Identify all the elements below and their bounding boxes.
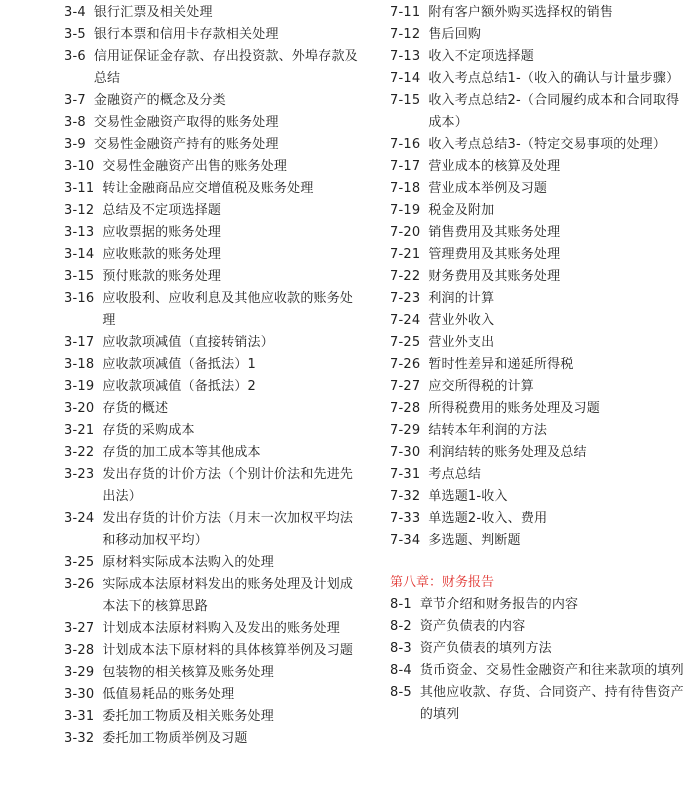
toc-item — [390, 2, 686, 24]
toc-item-title: 收入考点总结3-（特定交易事项的处理） — [428, 137, 667, 152]
toc-item-number: 3-6 — [64, 49, 86, 64]
toc-item-number: 3-32 — [64, 731, 95, 746]
toc-item-number: 3-9 — [64, 137, 86, 152]
toc-item-title: 多选题、判断题 — [428, 533, 521, 548]
toc-item-title: 利润的计算 — [428, 291, 495, 306]
toc-item — [64, 244, 364, 266]
toc-item-title: 银行本票和信用卡存款相关处理 — [93, 27, 279, 42]
toc-item — [390, 24, 686, 46]
toc-item-title: 金融资产的概念及分类 — [93, 93, 226, 108]
toc-item-title: 暂时性差异和递延所得税 — [428, 357, 574, 372]
toc-item-number: 3-5 — [64, 27, 86, 42]
toc-item — [64, 508, 364, 552]
toc-item — [64, 222, 364, 244]
toc-item-number: 3-17 — [64, 335, 95, 350]
toc-item — [390, 46, 686, 68]
toc-item — [390, 310, 686, 332]
toc-item — [390, 178, 686, 200]
toc-item — [390, 222, 686, 244]
toc-item — [390, 638, 686, 660]
toc-item-title: 计划成本法原材料购入及发出的账务处理 — [102, 621, 340, 636]
toc-item-title: 信用证保证金存款、存出投资款、外埠存款及总结 — [93, 49, 358, 86]
chapter7-list — [390, 2, 686, 552]
toc-item-number: 3-31 — [64, 709, 95, 724]
left-column — [64, 0, 364, 750]
toc-item-title: 预付账款的账务处理 — [102, 269, 222, 284]
toc-item-number: 3-15 — [64, 269, 95, 284]
toc-item-number: 8-3 — [390, 641, 412, 656]
toc-item-title: 应收款项减值（备抵法）2 — [102, 379, 256, 394]
chapter8-list — [390, 594, 686, 726]
toc-item-title: 计划成本法下原材料的具体核算举例及习题 — [102, 643, 354, 658]
toc-item-title: 单选题2-收入、费用 — [428, 511, 548, 526]
toc-item — [390, 288, 686, 310]
toc-item-number: 7-11 — [390, 5, 421, 20]
toc-item-number: 3-10 — [64, 159, 95, 174]
toc-item-title: 收入不定项选择题 — [428, 49, 534, 64]
toc-item-title: 所得税费用的账务处理及习题 — [428, 401, 600, 416]
toc-item-number: 7-34 — [390, 533, 421, 548]
toc-item-title: 存货的概述 — [102, 401, 169, 416]
toc-item-title: 考点总结 — [428, 467, 482, 482]
toc-item-number: 7-31 — [390, 467, 421, 482]
toc-item-title: 转让金融商品应交增值税及账务处理 — [102, 181, 314, 196]
toc-item-number: 7-24 — [390, 313, 421, 328]
toc-item — [64, 662, 364, 684]
toc-item-title: 原材料实际成本法购入的处理 — [102, 555, 274, 570]
toc-item — [390, 68, 686, 90]
toc-item-title: 应收股利、应收利息及其他应收款的账务处理 — [102, 291, 354, 328]
toc-item-number: 7-29 — [390, 423, 421, 438]
toc-item-number: 7-16 — [390, 137, 421, 152]
toc-item-title: 发出存货的计价方法（月末一次加权平均法和移动加权平均） — [102, 511, 354, 548]
toc-item-title: 财务费用及其账务处理 — [428, 269, 561, 284]
toc-item-number: 7-23 — [390, 291, 421, 306]
toc-item-title: 低值易耗品的账务处理 — [102, 687, 235, 702]
toc-item — [64, 134, 364, 156]
toc-item — [390, 660, 686, 682]
toc-item-number: 8-5 — [390, 685, 412, 700]
toc-item — [64, 552, 364, 574]
toc-item-title: 其他应收款、存货、合同资产、持有待售资产的填列 — [419, 685, 684, 722]
toc-item-title: 委托加工物质举例及习题 — [102, 731, 248, 746]
toc-item-number: 8-4 — [390, 663, 412, 678]
toc-item — [64, 618, 364, 640]
toc-item-number: 3-11 — [64, 181, 95, 196]
toc-item-number: 3-29 — [64, 665, 95, 680]
toc-item-title: 结转本年利润的方法 — [428, 423, 548, 438]
toc-item-title: 实际成本法原材料发出的账务处理及计划成本法下的核算思路 — [102, 577, 354, 614]
toc-item-title: 存货的加工成本等其他成本 — [102, 445, 261, 460]
toc-item-number: 3-16 — [64, 291, 95, 306]
toc-item-number: 3-21 — [64, 423, 95, 438]
toc-item-title: 营业成本举例及习题 — [428, 181, 548, 196]
toc-item-number: 3-19 — [64, 379, 95, 394]
toc-item — [64, 398, 364, 420]
toc-item-title: 委托加工物质及相关账务处理 — [102, 709, 274, 724]
toc-item-title: 银行汇票及相关处理 — [93, 5, 213, 20]
toc-item-title: 营业外支出 — [428, 335, 495, 350]
toc-item-title: 应交所得税的计算 — [428, 379, 534, 394]
toc-item-number: 3-14 — [64, 247, 95, 262]
toc-item-number: 3-26 — [64, 577, 95, 592]
toc-item-title: 包装物的相关核算及账务处理 — [102, 665, 274, 680]
toc-item — [64, 706, 364, 728]
toc-item-title: 存货的采购成本 — [102, 423, 195, 438]
toc-item-number: 7-19 — [390, 203, 421, 218]
toc-item-title: 应收款项减值（备抵法）1 — [102, 357, 256, 372]
toc-item-number: 7-14 — [390, 71, 421, 86]
toc-item — [64, 464, 364, 508]
toc-item-number: 3-22 — [64, 445, 95, 460]
toc-item — [390, 244, 686, 266]
toc-item-title: 应收票据的账务处理 — [102, 225, 222, 240]
toc-item-title: 总结及不定项选择题 — [102, 203, 222, 218]
toc-item-number: 7-21 — [390, 247, 421, 262]
toc-item-number: 7-28 — [390, 401, 421, 416]
toc-item — [64, 442, 364, 464]
toc-item — [390, 332, 686, 354]
toc-item — [390, 420, 686, 442]
toc-item-number: 7-20 — [390, 225, 421, 240]
toc-item-number: 7-30 — [390, 445, 421, 460]
toc-item — [390, 530, 686, 552]
toc-item — [64, 574, 364, 618]
toc-item-number: 3-28 — [64, 643, 95, 658]
toc-item-title: 资产负债表的填列方法 — [419, 641, 552, 656]
toc-item — [64, 2, 364, 24]
toc-item-title: 章节介绍和财务报告的内容 — [419, 597, 579, 612]
toc-item-number: 3-7 — [64, 93, 86, 108]
toc-item — [390, 376, 686, 398]
toc-item-number: 7-33 — [390, 511, 421, 526]
toc-item — [64, 156, 364, 178]
toc-item — [64, 112, 364, 134]
toc-item-title: 收入考点总结2-（合同履约成本和合同取得成本） — [428, 93, 680, 130]
toc-item — [390, 486, 686, 508]
toc-item — [390, 90, 686, 134]
toc-item — [64, 420, 364, 442]
toc-item — [64, 728, 364, 750]
toc-item-number: 3-20 — [64, 401, 95, 416]
toc-item — [390, 398, 686, 420]
toc-item — [64, 376, 364, 398]
toc-item-title: 发出存货的计价方法（个别计价法和先进先出法） — [102, 467, 354, 504]
toc-item — [390, 354, 686, 376]
toc-item-number: 3-18 — [64, 357, 95, 372]
toc-item-number: 7-22 — [390, 269, 421, 284]
toc-item-title: 利润结转的账务处理及总结 — [428, 445, 587, 460]
toc-item-title: 货币资金、交易性金融资产和往来款项的填列 — [419, 663, 684, 678]
toc-item-number: 3-30 — [64, 687, 95, 702]
toc-item-number: 3-13 — [64, 225, 95, 240]
toc-item-title: 附有客户额外购买选择权的销售 — [428, 5, 614, 20]
toc-item — [390, 508, 686, 530]
toc-item-number: 3-27 — [64, 621, 95, 636]
toc-item-number: 3-25 — [64, 555, 95, 570]
toc-item — [64, 332, 364, 354]
toc-item-number: 3-23 — [64, 467, 95, 482]
toc-item — [390, 682, 686, 726]
toc-item-number: 7-18 — [390, 181, 421, 196]
toc-item-title: 交易性金融资产出售的账务处理 — [102, 159, 288, 174]
toc-item-title: 收入考点总结1-（收入的确认与计量步骤） — [428, 71, 680, 86]
toc-item — [390, 442, 686, 464]
toc-item-title: 交易性金融资产取得的账务处理 — [93, 115, 279, 130]
toc-item-title: 销售费用及其账务处理 — [428, 225, 561, 240]
toc-item — [390, 156, 686, 178]
toc-item-title: 应收账款的账务处理 — [102, 247, 222, 262]
toc-item — [64, 354, 364, 376]
toc-item-number: 7-12 — [390, 27, 421, 42]
toc-item — [64, 288, 364, 332]
toc-item-number: 7-27 — [390, 379, 421, 394]
chapter-heading: 第八章：财务报告 — [390, 575, 495, 590]
toc-item-title: 应收款项减值（直接转销法） — [102, 335, 274, 350]
toc-item-title: 税金及附加 — [428, 203, 495, 218]
toc-item — [390, 134, 686, 156]
toc-item — [390, 200, 686, 222]
right-column — [390, 0, 686, 726]
toc-item-title: 交易性金融资产持有的账务处理 — [93, 137, 279, 152]
toc-item-title: 资产负债表的内容 — [419, 619, 526, 634]
toc-item-number: 7-32 — [390, 489, 421, 504]
toc-item — [64, 46, 364, 90]
toc-item-number: 7-15 — [390, 93, 421, 108]
toc-item — [64, 178, 364, 200]
toc-item — [64, 684, 364, 706]
toc-item — [390, 616, 686, 638]
toc-item — [64, 266, 364, 288]
toc-item-number: 7-17 — [390, 159, 421, 174]
toc-item-title: 售后回购 — [428, 27, 482, 42]
toc-item-number: 7-25 — [390, 335, 421, 350]
toc-item-number: 8-1 — [390, 597, 412, 612]
toc-item-number: 3-8 — [64, 115, 86, 130]
toc-item-number: 7-26 — [390, 357, 421, 372]
toc-item — [390, 266, 686, 288]
toc-item-number: 3-4 — [64, 5, 86, 20]
toc-item-number: 3-24 — [64, 511, 95, 526]
toc-item — [390, 594, 686, 616]
toc-item-title: 营业外收入 — [428, 313, 495, 328]
toc-item-number: 8-2 — [390, 619, 412, 634]
toc-item — [64, 640, 364, 662]
toc-item-number: 7-13 — [390, 49, 421, 64]
toc-item-title: 营业成本的核算及处理 — [428, 159, 561, 174]
toc-item — [64, 90, 364, 112]
toc-item — [64, 24, 364, 46]
toc-item — [64, 200, 364, 222]
toc-item-title: 管理费用及其账务处理 — [428, 247, 561, 262]
toc-item — [390, 464, 686, 486]
toc-item-number: 3-12 — [64, 203, 95, 218]
toc-item-title: 单选题1-收入 — [428, 489, 508, 504]
